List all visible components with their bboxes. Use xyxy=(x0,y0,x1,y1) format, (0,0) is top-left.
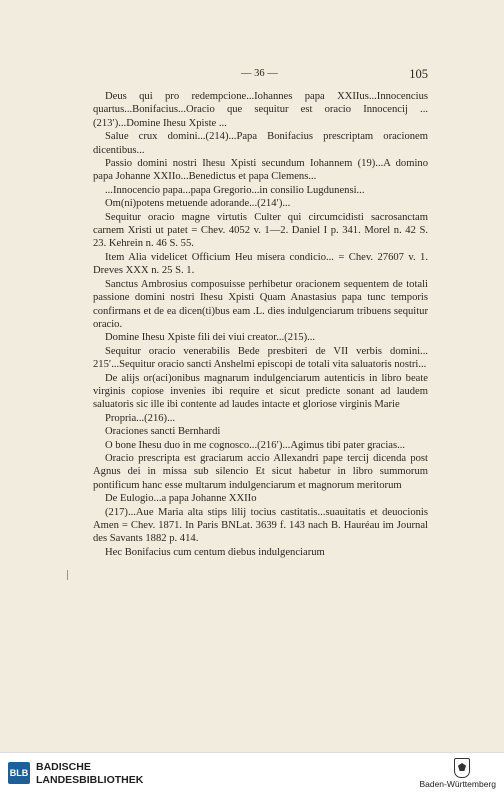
page-number: — 36 — xyxy=(241,68,278,79)
paragraph: Oraciones sancti Bernhardi xyxy=(105,426,221,438)
paragraph: O bone Ihesu duo in me cognosco...(216′)...Agimus tibi pater gracias... xyxy=(105,439,406,451)
paragraph: De alijs or(aci)onibus magnarum indulgenciarum autenticis in libro beate virginis copiose invenies ibi require et sicut predicte sonant ad laudem saluatoris sic ille ibi contente ad laudes intacte et gloriose virginis Marie xyxy=(93,372,428,411)
margin-mark xyxy=(67,570,68,580)
paragraph: Passio domini nostri Ihesu Xpisti secundum Iohannem (19)...A domino papa Johanne XXIIo...Benedictus et papa Clemens... xyxy=(93,158,428,183)
library-name-line2: LANDESBIBLIOTHEK xyxy=(36,773,144,786)
library-name[interactable] xyxy=(36,761,143,786)
folio-number: 105 xyxy=(409,67,428,81)
paragraph: Oracio prescripta est graciarum accio Allexandri pape tercij dicenda post Agnus dei in missa sub silencio Et sicut habetur in libro summorum pontificum hanc esse multarum indulgenciarum et magnorum meritorum xyxy=(93,452,428,491)
paragraph: (217)...Aue Maria alta stips lilij tocius castitatis...suauitatis et deuocionis Amen = Chev. 1871. In Paris BNLat. 3639 f. 143 nach B. Hauréau im Journal des Savants 1882 p. 414. xyxy=(93,506,428,545)
paragraph: ...Innocencio papa...papa Gregorio...in consilio Lugdunensi... xyxy=(105,184,365,196)
paragraph: Propria...(216)... xyxy=(105,412,176,424)
library-footer xyxy=(0,752,504,796)
paragraph: Item Alia videlicet Officium Heu misera condicio... = Chev. 27607 v. 1. Dreves XXX n. 25 S. 1. xyxy=(93,251,428,277)
paragraph: Hec Bonifacius cum centum diebus indulgenciarum xyxy=(105,546,325,558)
paragraph: Sanctus Ambrosius composuisse perhibetur oracionem sequentem de totali passione domini nostri Ihesu Xpisti Quam Anastasius papa tunc temporis confirmans et de ea dicen(ti)bus eam .L. dies indulgenciarum tribuens sequitur oracio. xyxy=(93,278,428,330)
paragraph: Domine Ihesu Xpiste fili dei viui creator...(215)... xyxy=(105,332,316,344)
state-label: Baden-Württemberg xyxy=(419,779,496,789)
text-body xyxy=(93,90,428,559)
blb-logo-icon[interactable]: BLB xyxy=(8,762,30,784)
library-name-line1: BADISCHE xyxy=(36,761,91,773)
paragraph: Om(ni)potens metuende adorande...(214′)... xyxy=(105,198,291,210)
page-header xyxy=(93,68,428,82)
paragraph: Salue crux domini...(214)...Papa Bonifacius prescriptam oracionem dicentibus... xyxy=(93,131,428,156)
paragraph: Deus qui pro redempcione...Iohannes papa XXIIus...Innocencius quartus...Bonifacius...Oracio que sequitur est oracio Innocencij ...(213′)...Domine Ihesu Xpiste ... xyxy=(93,91,428,129)
paragraph: De Eulogio...a papa Johanne XXIIo xyxy=(105,493,257,505)
state-crest-icon xyxy=(454,758,470,778)
paragraph: Sequitur oracio venerabilis Bede presbiteri de VII verbis domini... 215′...Sequitur oracio sancti Anshelmi episcopi de totali vita saluatoris nostri... xyxy=(93,345,428,371)
paragraph: Sequitur oracio magne virtutis Culter qui circumcidisti sacrosanctam carnem Xristi ut patet = Chev. 4052 v. 1—2. Daniel I p. 341. Morel n. 42 S. 23. Kehrein n. 46 S. 55. xyxy=(93,211,428,250)
